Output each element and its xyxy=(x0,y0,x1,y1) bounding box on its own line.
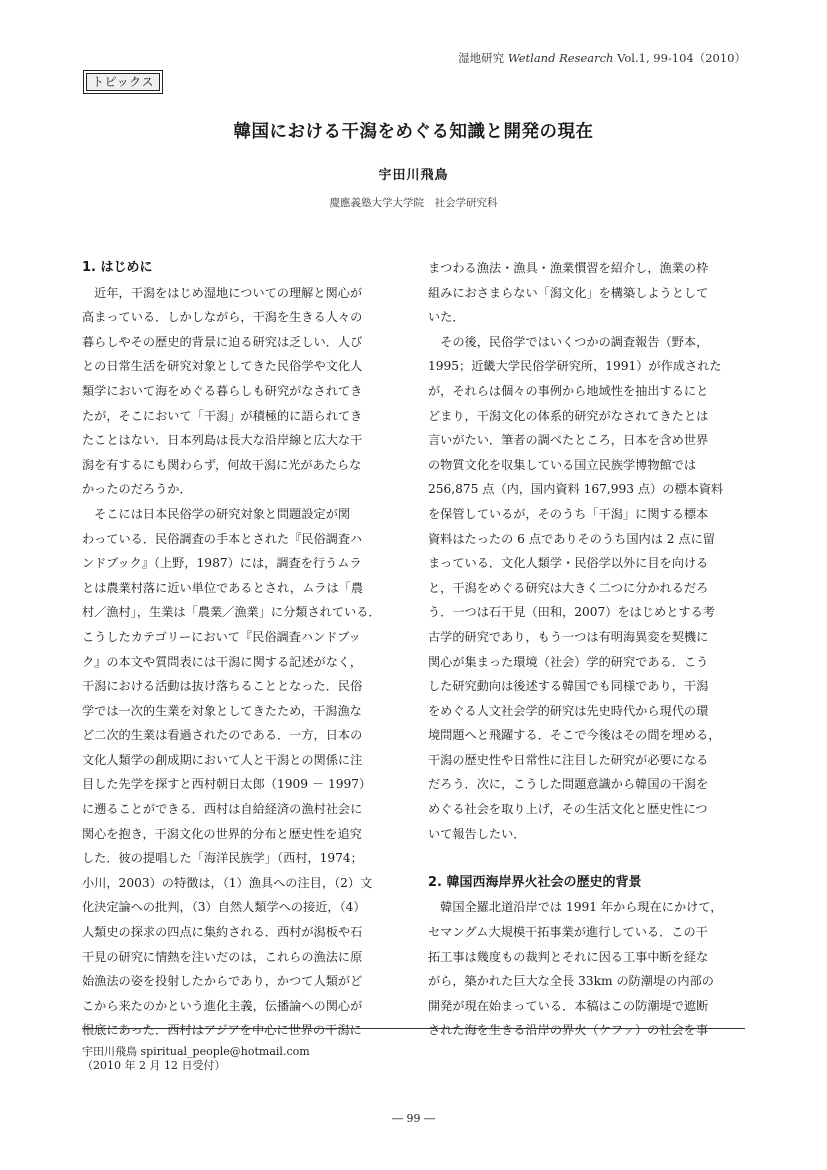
text-line: ンドブック』（上野，1987）には，調査を行うムラ xyxy=(82,556,362,571)
section-heading-introduction: 1. はじめに xyxy=(82,260,153,275)
text-line: 韓国全羅北道沿岸では 1991 年から現在にかけて， xyxy=(428,900,723,915)
text-line: セマングム大規模干拓事業が進行している．この干 xyxy=(428,925,708,940)
text-line: いた． xyxy=(428,310,465,325)
text-line: 干見の研究に情熱を注いだのは，これらの漁法に原 xyxy=(82,949,363,964)
text-line: 類学において海をめぐる暮らしも研究がなされてき xyxy=(82,383,363,398)
text-line: 潟を有するにも関わらず，何故干潟に光があたらな xyxy=(82,457,362,472)
text-line: された海を生きる沿岸の界火（ケファ）の社会を事 xyxy=(428,1023,709,1038)
right-column-body-a xyxy=(428,256,745,846)
text-line: ど二次的生業は看過されたのである．一方，日本の xyxy=(82,728,363,743)
journal-header xyxy=(458,50,746,66)
journal-name-en: Wetland Research xyxy=(507,51,614,65)
text-line: めぐる社会を取り上げ，その生活文化と歴史性につ xyxy=(428,802,708,817)
text-line: が，それらは個々の事例から地域性を抽出するにと xyxy=(428,383,709,398)
text-line: 高まっている．しかしながら，干潟を生きる人々の xyxy=(82,310,363,325)
text-line: まつわる漁法・漁具・漁業慣習を紹介し，漁業の枠 xyxy=(428,261,709,275)
footnote-contact: 宇田川飛鳥 spiritual_people@hotmail.com xyxy=(82,1045,310,1058)
section-heading-historical-background: 2. 韓国西海岸界火社会の歴史的背景 xyxy=(428,874,642,890)
text-line: たことはない．日本列島は長大な沿岸線と広大な干 xyxy=(82,433,363,448)
text-line: 境問題へと飛躍する．そこで今後はその間を埋める， xyxy=(428,728,721,743)
text-line: の物質文化を収集している国立民族学博物館では xyxy=(428,457,697,472)
text-line: 学では一次的生業を対象としてきたため，干潟漁な xyxy=(82,703,362,718)
footnote-received-date: （2010 年 2 月 12 日受付） xyxy=(82,1059,226,1072)
author-affiliation: 慶應義塾大学大学院 社会学研究科 xyxy=(329,197,498,209)
left-column xyxy=(82,256,399,1043)
page-number: ― 99 ― xyxy=(392,1112,435,1125)
text-line: その後，民俗学ではいくつかの調査報告（野本， xyxy=(428,334,709,349)
text-line: した研究動向は後述する韓国でも同様であり，干潟 xyxy=(428,679,709,694)
text-line: 人類史の探求の四点に集約される．西村が潟板や石 xyxy=(82,925,363,940)
text-line: との日常生活を研究対象としてきた民俗学や文化人 xyxy=(82,359,363,374)
text-line: 目した先学を探すと西村朝日太郎（1909 － 1997） xyxy=(82,777,372,792)
text-line: 暮らしやその歴史的背景に迫る研究は乏しい．人び xyxy=(82,334,363,349)
text-line: 近年，干潟をはじめ湿地についての理解と関心が xyxy=(82,285,363,300)
text-line: 1995；近畿大学民俗学研究所，1991）が作成された xyxy=(428,359,722,374)
text-line: かったのだろうか． xyxy=(82,482,192,497)
journal-volume: Vol.1, 99-104（2010） xyxy=(617,51,746,65)
text-line: 干潟における活動は抜け落ちることとなった．民俗 xyxy=(82,679,363,694)
text-line: をめぐる人文社会学的研究は先史時代から現代の環 xyxy=(428,703,709,718)
text-line: こから来たのかという進化主義，伝播論への関心が xyxy=(82,998,363,1013)
text-line: を保管しているが，そのうち「干潟」に関する標本 xyxy=(428,506,709,521)
text-line: ク』の本文や質問表には干潟に関する記述がなく， xyxy=(82,654,363,669)
text-line: 資料はたったの 6 点でありそのうち国内は 2 点に留 xyxy=(428,531,715,546)
text-line: 干潟の歴史性や日常性に注目した研究が必要になる xyxy=(428,752,709,767)
right-column xyxy=(428,256,745,1043)
right-column-body-b xyxy=(428,895,745,1043)
category-badge xyxy=(83,70,163,94)
text-line: だろう．次に，こうした問題意識から韓国の干潟を xyxy=(428,777,709,792)
text-line: 関心が集まった環境（社会）学的研究である．こう xyxy=(428,654,709,669)
text-line: 拓工事は幾度もの裁判とそれに因る工事中断を経な xyxy=(428,949,709,964)
text-line: に遡ることができる．西村は自給経済の漁村社会に xyxy=(82,802,363,817)
text-line: そこには日本民俗学の研究対象と問題設定が関 xyxy=(82,506,351,521)
text-line: した．彼の提唱した「海洋民族学」（西村，1974； xyxy=(82,851,363,866)
text-line: 化決定論への批判，（3）自然人類学への接近，（4） xyxy=(82,900,366,915)
footnote-divider xyxy=(82,1028,745,1029)
article-author: 宇田川飛鳥 xyxy=(378,168,449,183)
text-line: がら，築かれた巨大な全長 33km の防潮堤の内部の xyxy=(428,974,714,989)
text-line: 始漁法の姿を投射したからであり，かつて人類がど xyxy=(82,974,363,989)
text-line: わっている．民俗調査の手本とされた『民俗調査ハ xyxy=(82,531,363,546)
text-line: 村／漁村」，生業は「農業／漁業」に分類されている． xyxy=(82,605,381,620)
text-line: こうしたカテゴリーにおいて『民俗調査ハンドブッ xyxy=(82,629,361,644)
text-line: と，干潟をめぐる研究は大きく二つに分かれるだろ xyxy=(428,580,709,595)
text-line: どまり，干潟文化の体系的研究がなされてきたとは xyxy=(428,408,709,423)
text-line: 組みにおさまらない「潟文化」を構築しようとして xyxy=(428,285,709,300)
text-line: まっている．文化人類学・民俗学以外に目を向ける xyxy=(428,556,709,571)
article-title: 韓国における干潟をめぐる知識と開発の現在 xyxy=(233,122,594,142)
text-line: 開発が現在始まっている．本稿はこの防潮堤で遮断 xyxy=(428,998,709,1013)
text-line: 言いがたい．筆者の調べたところ，日本を含め世界 xyxy=(428,433,709,448)
footnote xyxy=(82,1045,310,1073)
text-line: 256,875 点（内，国内資料 167,993 点）の標本資料 xyxy=(428,482,724,497)
text-line: う．一つは石干見（田和，2007）をはじめとする考 xyxy=(428,605,715,620)
section-spacer xyxy=(428,846,745,871)
text-line: 根底にあった．西村はアジアを中心に世界の干潟に xyxy=(82,1023,362,1038)
text-line: とは農業村落に近い単位であるとされ，ムラは「農 xyxy=(82,580,364,595)
text-line: 小川，2003）の特徴は，（1）漁具への注目，（2）文 xyxy=(82,875,373,890)
text-line: いて報告したい． xyxy=(428,826,526,841)
journal-name-ja: 湿地研究 xyxy=(458,51,505,65)
text-line: 文化人類学の創成期において人と干潟との関係に注 xyxy=(82,752,363,767)
text-line: たが，そこにおいて「干潟」が積極的に語られてき xyxy=(82,408,363,423)
category-badge-label: トピックス xyxy=(86,73,160,91)
text-line: 古学的研究であり，もう一つは有明海異変を契機に xyxy=(428,629,709,644)
text-line: 関心を抱き，干潟文化の世界的分布と歴史性を追究 xyxy=(82,826,362,841)
